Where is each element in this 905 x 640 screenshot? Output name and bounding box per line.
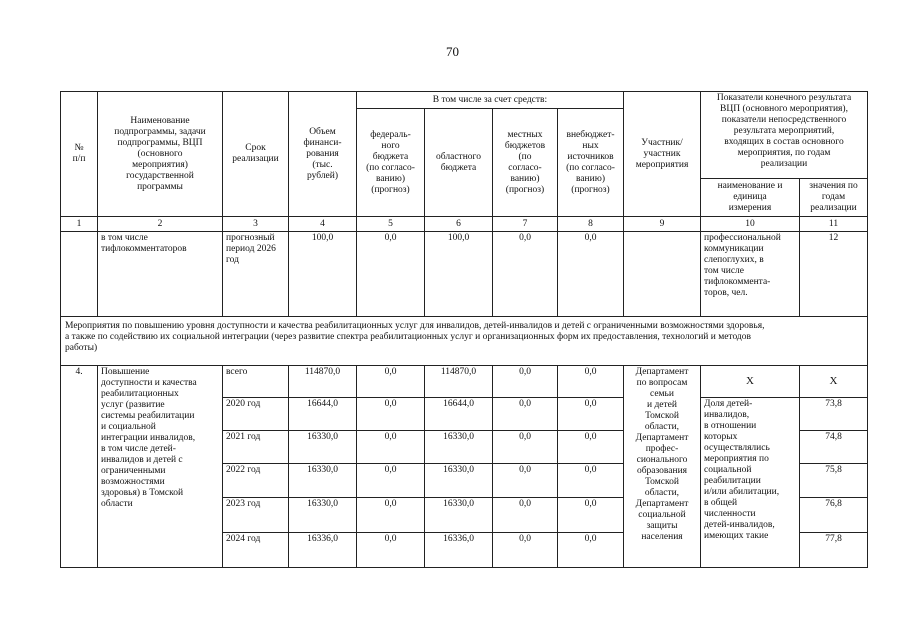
item4-total: 16330,0	[288, 497, 357, 533]
item4-value: 76,8	[799, 497, 868, 533]
header-col-period: Срок реализации	[222, 91, 289, 217]
item4-federal: 0,0	[356, 430, 425, 464]
item4-period: 2022 год	[222, 463, 289, 498]
row-a-participant	[623, 231, 701, 317]
item4-local: 0,0	[492, 497, 558, 533]
header-col-federal: федераль- ного бюджета (по согласо- ванию) (прогноз)	[356, 108, 425, 217]
item4-value: 77,8	[799, 532, 868, 568]
item4-value: 73,8	[799, 397, 868, 431]
item4-extra: 0,0	[557, 532, 624, 568]
item4-value: 74,8	[799, 430, 868, 464]
item4-regional: 114870,0	[424, 365, 493, 398]
item4-period: 2024 год	[222, 532, 289, 568]
item4-period: 2020 год	[222, 397, 289, 431]
item4-extra: 0,0	[557, 497, 624, 533]
item4-total: 114870,0	[288, 365, 357, 398]
item4-total: 16644,0	[288, 397, 357, 431]
header-col-total: Объем финанси- рования (тыс. рублей)	[288, 91, 357, 217]
col-number: 10	[700, 216, 800, 232]
item4-participant: Департамент по вопросам семьи и детей Томской области, Департамент профес- сионального образования Томской области, Департамент социальной защиты населения	[623, 365, 701, 568]
row-a-period: прогнозный период 2026 год	[222, 231, 289, 317]
item4-local: 0,0	[492, 365, 558, 398]
header-col-indicator-name: наименование и единица измерения	[700, 178, 800, 217]
col-number: 5	[356, 216, 425, 232]
item4-regional: 16330,0	[424, 497, 493, 533]
row-a-name: в том числе тифлокомментаторов	[97, 231, 223, 317]
item4-federal: 0,0	[356, 497, 425, 533]
header-col-num: № п/п	[60, 91, 98, 217]
item4-local: 0,0	[492, 397, 558, 431]
row-a-indicator: профессиональной коммуникации слепоглухих, в том числе тифлокоммента- торов, чел.	[700, 231, 800, 317]
col-number: 8	[557, 216, 624, 232]
col-number: 11	[799, 216, 868, 232]
col-number: 9	[623, 216, 701, 232]
item4-period: всего	[222, 365, 289, 398]
header-col-local: местных бюджетов (по согласо- ванию) (прогноз)	[492, 108, 558, 217]
item4-extra: 0,0	[557, 430, 624, 464]
item4-extra: 0,0	[557, 463, 624, 498]
item4-name: Повышение доступности и качества реабилитационных услуг (развитие системы реабилитации и социальной интеграции инвалидов, в том числе детей- инвалидов и детей с ограниченными возможностями здоровья) в Томской области	[97, 365, 223, 568]
header-col-extra: внебюджет- ных источников (по согласо- ванию) (прогноз)	[557, 108, 624, 217]
header-col-name: Наименование подпрограммы, задачи подпрограммы, ВЦП (основного мероприятия) государственной программы	[97, 91, 223, 217]
item4-value-x: X	[799, 365, 868, 398]
item4-num: 4.	[60, 365, 98, 568]
col-number: 3	[222, 216, 289, 232]
section-banner: Мероприятия по повышению уровня доступности и качества реабилитационных услуг для инвалидов, детей-инвалидов и детей с ограниченными возможностями здоровья, а также по содействию их социальной интеграции (через развитие спектра реабилитационных услуг и организационных форм их предоставления, технологий и методов работы)	[60, 316, 868, 366]
item4-local: 0,0	[492, 430, 558, 464]
item4-regional: 16644,0	[424, 397, 493, 431]
row-a-local: 0,0	[492, 231, 558, 317]
col-number: 4	[288, 216, 357, 232]
header-group-indicators: Показатели конечного результата ВЦП (основного мероприятия), показатели непосредственного результата мероприятий, входящих в состав основного мероприятия, по годам реализации	[700, 91, 868, 179]
row-a-value: 12	[799, 231, 868, 317]
row-a-total: 100,0	[288, 231, 357, 317]
item4-local: 0,0	[492, 463, 558, 498]
item4-regional: 16330,0	[424, 430, 493, 464]
header-col-indicator-value: значения по годам реализации	[799, 178, 868, 217]
row-a-regional: 100,0	[424, 231, 493, 317]
header-col-participant: Участник/ участник мероприятия	[623, 91, 701, 217]
item4-federal: 0,0	[356, 532, 425, 568]
item4-regional: 16336,0	[424, 532, 493, 568]
item4-extra: 0,0	[557, 365, 624, 398]
header-group-sources: В том числе за счет средств:	[356, 91, 624, 109]
row-a-federal: 0,0	[356, 231, 425, 317]
item4-indicator: Доля детей- инвалидов, в отношении которых осуществлялись мероприятия по социальной реабилитации и/или абилитации, в общей численности детей-инвалидов, имеющих такие	[700, 397, 800, 568]
item4-total: 16336,0	[288, 532, 357, 568]
item4-extra: 0,0	[557, 397, 624, 431]
item4-total: 16330,0	[288, 430, 357, 464]
item4-local: 0,0	[492, 532, 558, 568]
col-number: 6	[424, 216, 493, 232]
item4-value: 75,8	[799, 463, 868, 498]
col-number: 7	[492, 216, 558, 232]
row-a-extra: 0,0	[557, 231, 624, 317]
row-a-num-cell	[60, 231, 98, 317]
item4-total: 16330,0	[288, 463, 357, 498]
item4-indicator-x: X	[700, 365, 800, 398]
page-number: 70	[446, 44, 459, 59]
item4-period: 2023 год	[222, 497, 289, 533]
item4-federal: 0,0	[356, 397, 425, 431]
col-number: 2	[97, 216, 223, 232]
header-col-regional: областного бюджета	[424, 108, 493, 217]
col-number: 1	[60, 216, 98, 232]
item4-federal: 0,0	[356, 365, 425, 398]
item4-regional: 16330,0	[424, 463, 493, 498]
item4-period: 2021 год	[222, 430, 289, 464]
item4-federal: 0,0	[356, 463, 425, 498]
